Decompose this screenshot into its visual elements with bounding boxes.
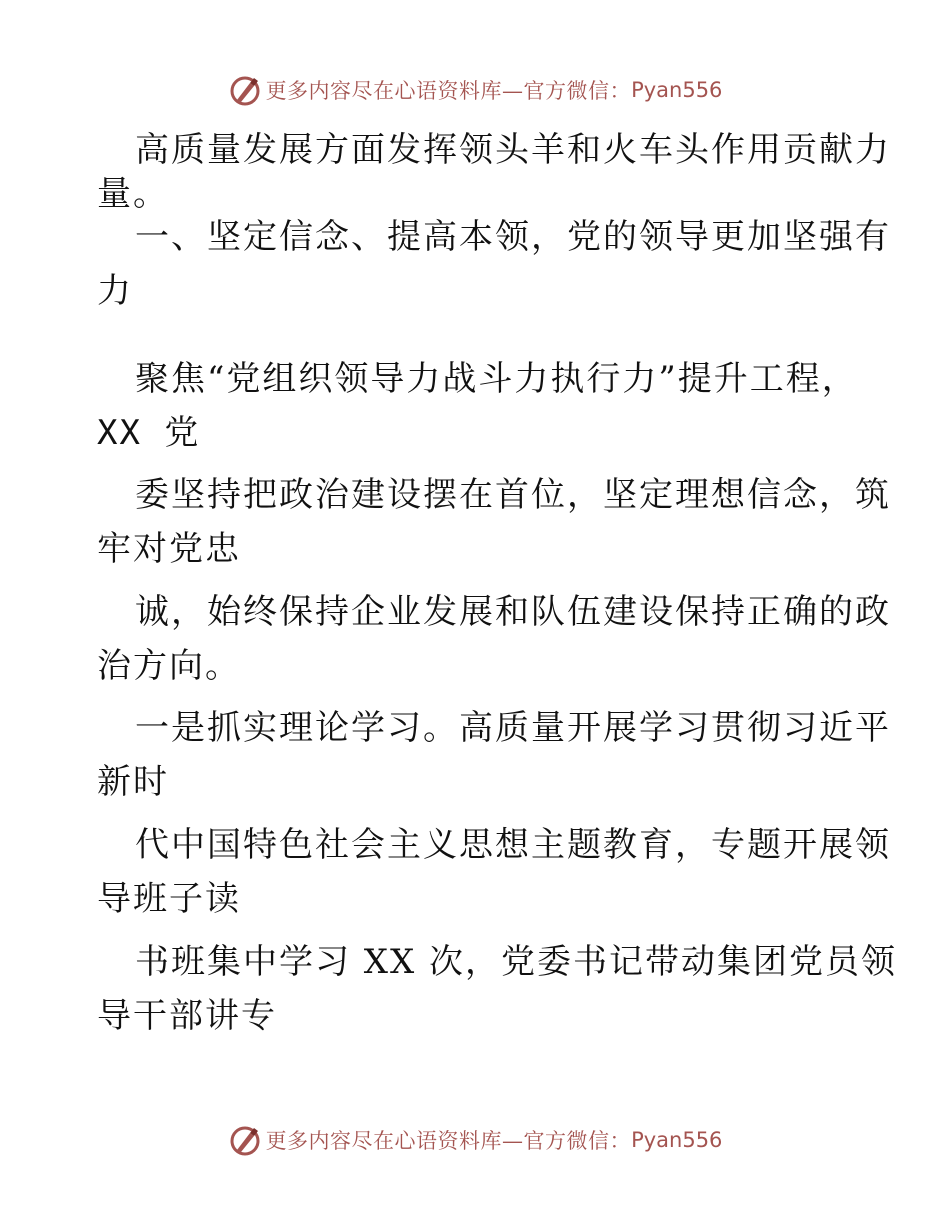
- paragraph-line: 导干部讲专: [97, 996, 277, 1036]
- paragraph-line: 一是抓实理论学习。高质量开展学习贯彻习近平: [135, 708, 891, 748]
- paragraph-line: 书班集中学习 XX 次，党委书记带动集团党员领: [135, 942, 898, 982]
- paragraph-line: 新时: [97, 762, 169, 802]
- pen-circle-logo-icon: [228, 73, 262, 107]
- pen-circle-logo-icon: [228, 1123, 262, 1157]
- banner-wechat-id: Pyan556: [631, 1128, 723, 1152]
- paragraph-line: 高质量发展方面发挥领头羊和火车头作用贡献力: [135, 130, 891, 170]
- banner-wechat-id: Pyan556: [631, 78, 723, 102]
- paragraph-line: 一、坚定信念、提高本领，党的领导更加坚强有: [135, 217, 891, 257]
- paragraph: [97, 825, 891, 919]
- paragraph-line: XX 党: [97, 413, 201, 453]
- paragraph: [97, 217, 891, 311]
- paragraph-line: 诚，始终保持企业发展和队伍建设保持正确的政: [135, 592, 891, 632]
- paragraph-line: 力: [97, 271, 133, 311]
- header-banner: [0, 70, 950, 110]
- paragraph-line: 委坚持把政治建设摆在首位，坚定理想信念，筑: [135, 475, 891, 515]
- paragraph: [97, 592, 891, 686]
- paragraph: [97, 130, 891, 214]
- paragraph: [97, 942, 898, 1036]
- paragraph-line: 牢对党忠: [97, 529, 241, 569]
- banner-text: 更多内容尽在心语资料库—官方微信：: [265, 79, 632, 103]
- paragraph-line: 量。: [97, 174, 169, 214]
- paragraph: [97, 359, 858, 453]
- paragraph-line: 导班子读: [97, 879, 241, 919]
- paragraph-line: 代中国特色社会主义思想主题教育，专题开展领: [135, 825, 891, 865]
- paragraph-line: 治方向。: [97, 646, 241, 686]
- footer-banner: [0, 1120, 950, 1160]
- banner-text: 更多内容尽在心语资料库—官方微信：: [265, 1129, 632, 1153]
- paragraph-line: 聚焦“党组织领导力战斗力执行力”提升工程，: [135, 359, 858, 399]
- paragraph: [97, 475, 891, 569]
- paragraph: [97, 708, 891, 802]
